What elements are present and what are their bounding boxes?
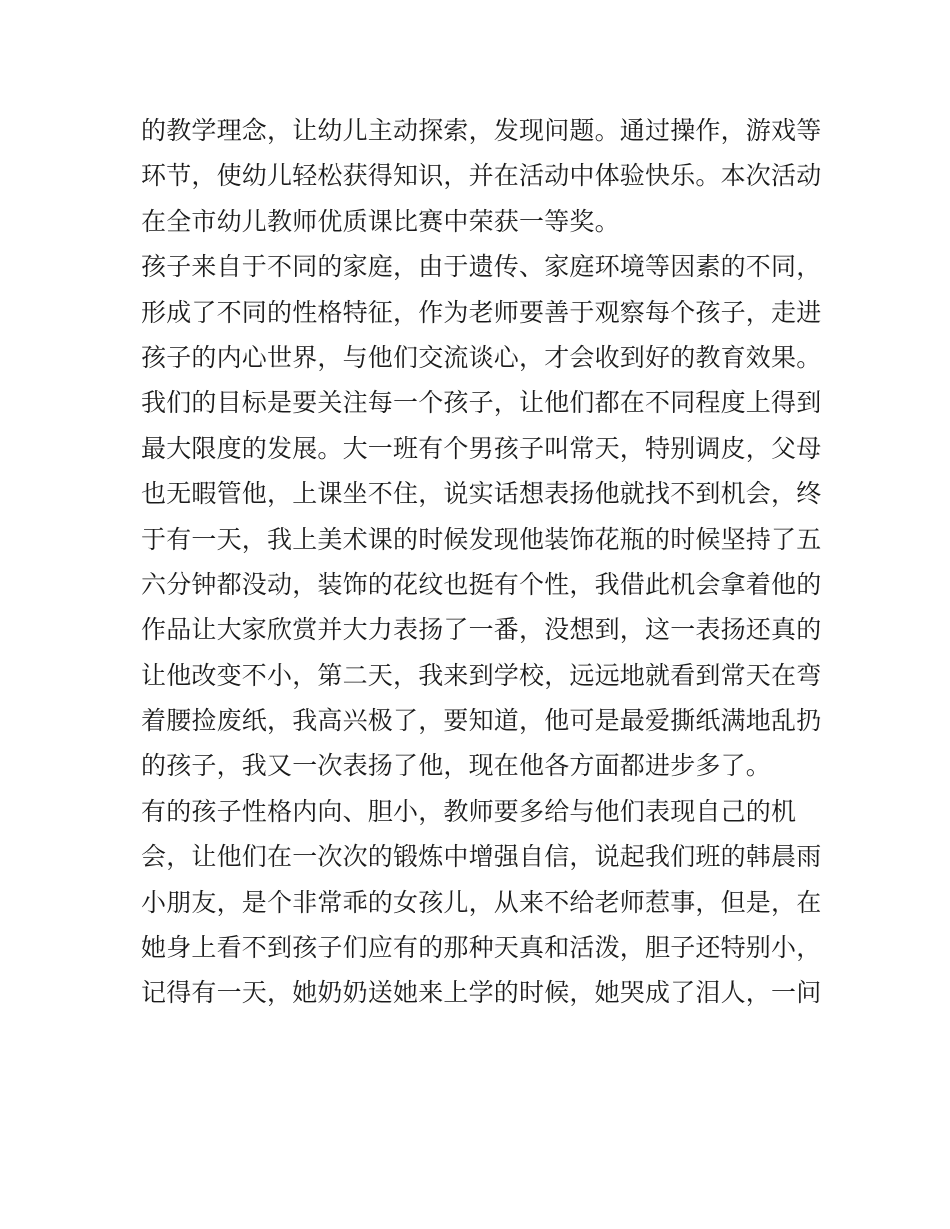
text-line: 有的孩子性格内向、胆小，教师要多给与他们表现自己的机 (141, 796, 797, 826)
text-line: 在全市幼儿教师优质课比赛中荣获一等奖。 (141, 206, 620, 236)
text-line: 她身上看不到孩子们应有的那种天真和活泼，胆子还特别小， (141, 933, 822, 963)
text-line: 小朋友，是个非常乖的女孩儿，从来不给老师惹事，但是，在 (141, 887, 822, 917)
text-line: 最大限度的发展。大一班有个男孩子叫常天，特别调皮，父母 (141, 433, 822, 463)
text-line: 作品让大家欣赏并大力表扬了一番，没想到，这一表扬还真的 (141, 615, 822, 645)
text-line: 形成了不同的性格特征，作为老师要善于观察每个孩子，走进 (141, 297, 822, 327)
text-line: 的教学理念，让幼儿主动探索，发现问题。通过操作，游戏等 (141, 116, 822, 145)
text-line: 着腰捡废纸，我高兴极了，要知道，他可是最爱撕纸满地乱扔 (141, 706, 822, 736)
text-line: 环节，使幼儿轻松获得知识，并在活动中体验快乐。本次活动 (141, 161, 822, 191)
text-line: 会，让他们在一次次的锻炼中增强自信，说起我们班的韩晨雨 (141, 842, 822, 872)
text-line: 于有一天，我上美术课的时候发现他装饰花瓶的时候坚持了五 (141, 524, 822, 554)
text-line: 孩子来自于不同的家庭，由于遗传、家庭环境等因素的不同， (141, 252, 822, 282)
text-line: 六分钟都没动，装饰的花纹也挺有个性，我借此机会拿着他的 (141, 569, 822, 599)
text-line: 我们的目标是要关注每一个孩子，让他们都在不同程度上得到 (141, 388, 822, 418)
text-line: 记得有一天，她奶奶送她来上学的时候，她哭成了泪人，一问 (141, 978, 822, 1008)
text-line: 孩子的内心世界，与他们交流谈心，才会收到好的教育效果。 (141, 342, 822, 372)
text-line: 也无暇管他，上课坐不住，说实话想表扬他就找不到机会，终 (141, 479, 822, 509)
document-body-text (141, 108, 821, 1016)
text-line: 让他改变不小，第二天，我来到学校，远远地就看到常天在弯 (141, 660, 822, 690)
text-line: 的孩子，我又一次表扬了他，现在他各方面都进步多了。 (141, 751, 772, 781)
